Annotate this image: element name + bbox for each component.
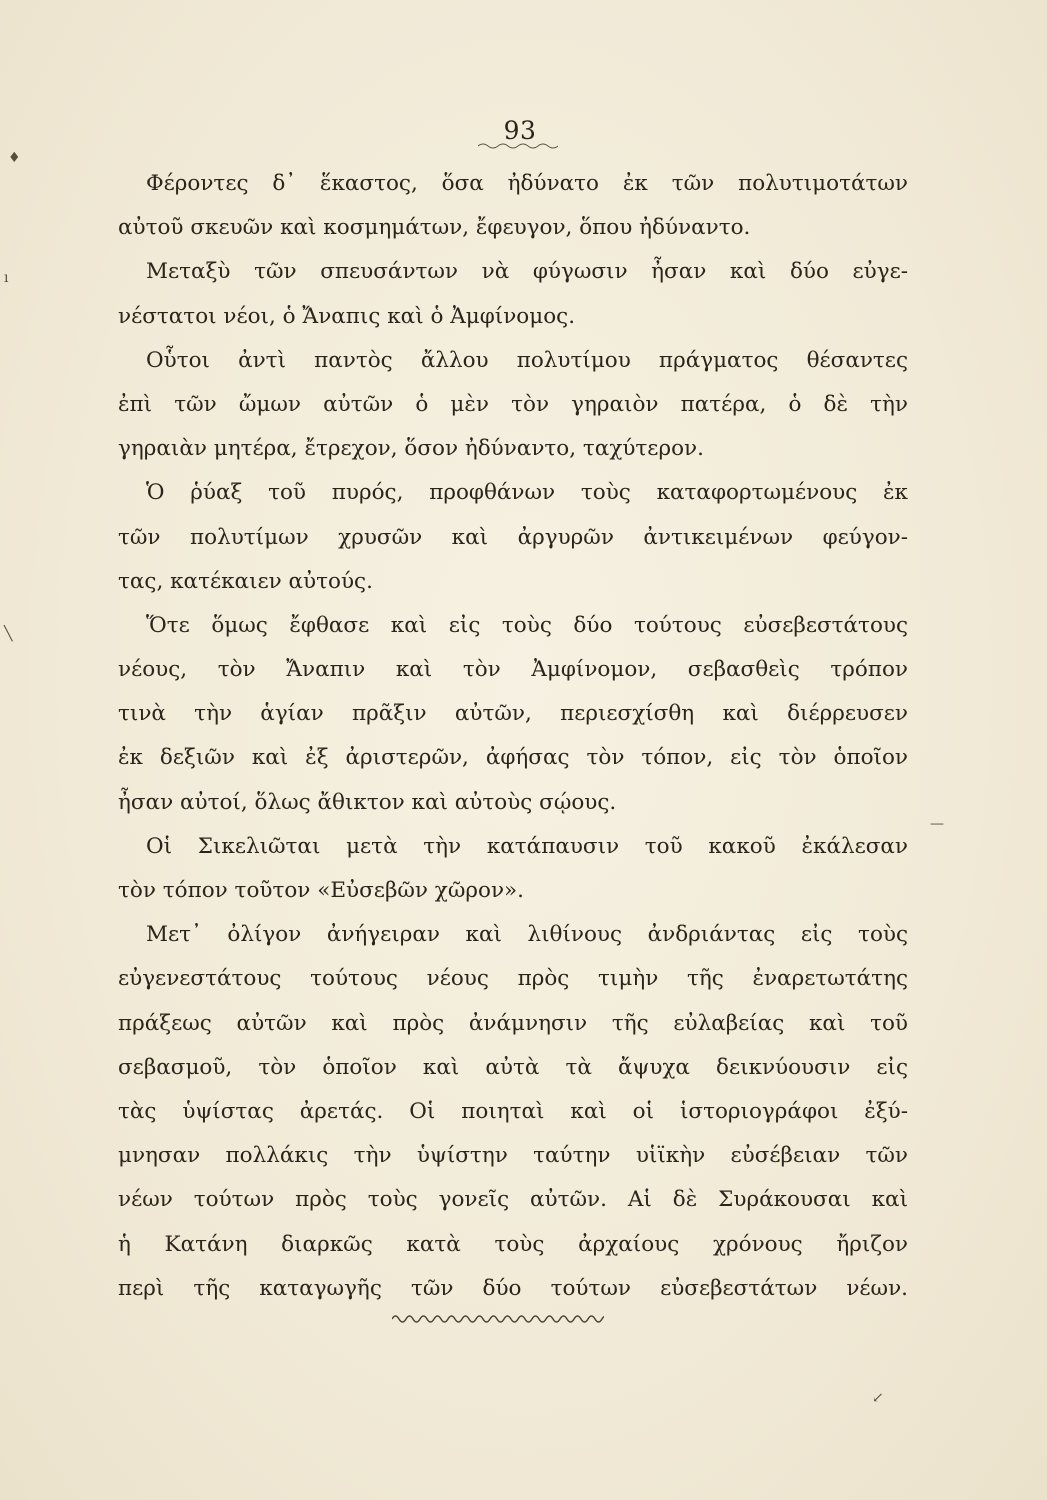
text-line: ἡ Κατάνη διαρκῶς κατὰ τοὺς ἀρχαίους χρόνους ἤριζον [118,1231,908,1257]
text-line: τὸν τόπον τοῦτον «Εὐσεβῶν χῶρον». [118,878,525,903]
text-line: Οἱ Σικελιῶται μετὰ τὴν κατάπαυσιν τοῦ κακοῦ ἐκάλεσαν [146,833,908,859]
text-line: πράξεως αὐτῶν καὶ πρὸς ἀνάμνησιν τῆς εὐλαβείας καὶ τοῦ [118,1010,908,1036]
page-number-flourish [478,142,558,150]
text-line: περὶ τῆς καταγωγῆς τῶν δύο τούτων εὐσεβεστάτων νέων. [118,1275,908,1301]
margin-mark: ↙ [872,1390,884,1406]
text-line: εὐγενεστάτους τούτους νέους πρὸς τιμὴν τῆς ἐναρετωτάτης [118,966,908,992]
text-line: νέους, τὸν Ἄναπιν καὶ τὸν Ἀμφίνομον, σεβασθεὶς τρόπον [118,657,908,683]
margin-mark: ╲ [4,626,13,642]
text-line: Φέροντες δ᾽ ἕκαστος, ὅσα ἠδύνατο ἐκ τῶν πολυτιμοτάτων [146,171,908,196]
text-line: ἐπὶ τῶν ὤμων αὐτῶν ὁ μὲν τὸν γηραιὸν πατέρα, ὁ δὲ τὴν [118,391,908,417]
text-line: τὰς ὑψίστας ἀρετάς. Οἱ ποιηταὶ καὶ οἱ ἱστοριογράφοι ἐξύ- [118,1098,908,1124]
text-line: Ὅτε ὅμως ἔφθασε καὶ εἰς τοὺς δύο τούτους εὐσεβεστάτους [146,612,908,638]
text-line: τῶν πολυτίμων χρυσῶν καὶ ἀργυρῶν ἀντικειμένων φεύγον- [118,524,908,550]
end-ornament-wave [392,1312,604,1326]
text-line: νέων τούτων πρὸς τοὺς γονεῖς αὐτῶν. Αἱ δὲ Συράκουσαι καὶ [118,1187,908,1213]
text-line: Ὁ ῥύαξ τοῦ πυρός, προφθάνων τοὺς καταφορτωμένους ἐκ [146,480,908,506]
text-line: τινὰ τὴν ἁγίαν πρᾶξιν αὐτῶν, περιεσχίσθη καὶ διέρρευσεν [118,701,908,727]
page-number: 93 [503,116,537,145]
text-line: σεβασμοῦ, τὸν ὁποῖον καὶ αὐτὰ τὰ ἄψυχα δεικνύουσιν εἰς [118,1054,908,1080]
text-line: Οὗτοι ἀντὶ παντὸς ἄλλου πολυτίμου πράγματος θέσαντες [146,347,908,373]
text-line: γηραιὰν μητέρα, ἔτρεχον, ὅσον ἠδύναντο, ταχύτερον. [118,436,704,462]
text-line: αὐτοῦ σκευῶν καὶ κοσμημάτων, ἔφευγον, ὅπου ἠδύναντο. [118,215,751,241]
text-line: νέστατοι νέοι, ὁ Ἄναπις καὶ ὁ Ἀμφίνομος. [118,303,576,329]
text-line: Μετ᾽ ὀλίγον ἀνήγειραν καὶ λιθίνους ἀνδριάντας εἰς τοὺς [146,922,908,948]
text-line: Μεταξὺ τῶν σπευσάντων νὰ φύγωσιν ἦσαν καὶ δύο εὐγε- [146,259,908,285]
text-line: μνησαν πολλάκις τὴν ὑψίστην ταύτην υἱϊκὴν εὐσέβειαν τῶν [118,1143,908,1169]
text-line: τας, κατέκαιεν αὐτούς. [118,568,373,594]
text-line: ἐκ δεξιῶν καὶ ἐξ ἀριστερῶν, ἀφήσας τὸν τόπον, εἰς τὸν ὁποῖον [118,745,908,771]
margin-mark: ♦ [8,150,21,166]
text-line: ἦσαν αὐτοί, ὅλως ἄθικτον καὶ αὐτοὺς σῴους. [118,789,617,815]
body-text [118,162,908,1311]
margin-mark: — [930,816,944,832]
margin-mark: ı [4,270,9,286]
